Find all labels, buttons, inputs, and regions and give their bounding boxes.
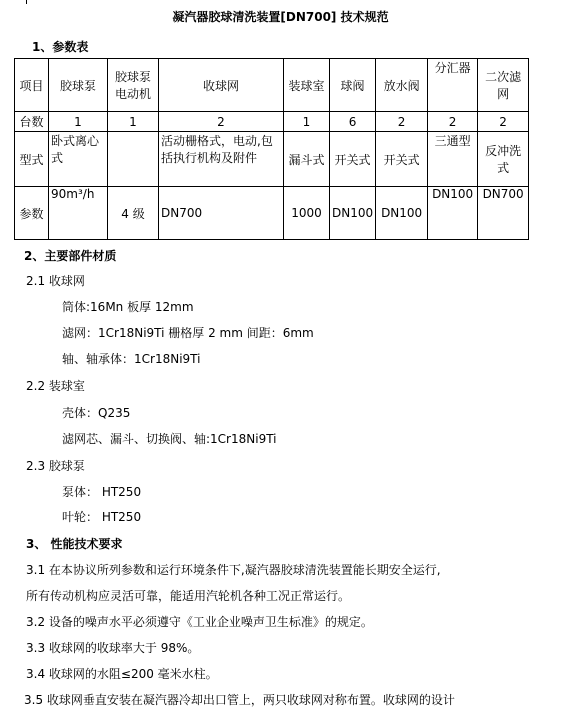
section-2-heading: 2、主要部件材质	[24, 249, 117, 263]
table-cell: 台数	[15, 112, 49, 132]
table-cell: DN100	[428, 187, 478, 240]
table-cell: 开关式	[330, 132, 376, 187]
parameter-table	[14, 58, 529, 240]
table-cell: 球阀	[330, 59, 376, 112]
table-cell: 参数	[15, 187, 49, 240]
section-3-heading: 3、 性能技术要求	[26, 537, 123, 551]
table-cell: 胶球泵	[49, 59, 108, 112]
table-cell: DN100	[376, 187, 428, 240]
table-cell: 放水阀	[376, 59, 428, 112]
paragraph-line: 轴、轴承体：1Cr18Ni9Ti	[62, 352, 201, 366]
paragraph-line: 滤网芯、漏斗、切换阀、轴:1Cr18Ni9Ti	[62, 432, 277, 446]
paragraph-line: 3.2 设备的噪声水平必须遵守《工业企业噪声卫生标准》的规定。	[26, 615, 373, 629]
table-row	[15, 112, 529, 132]
paragraph-line: 泵体： HT250	[62, 485, 142, 499]
table-cell: 1	[284, 112, 330, 132]
subsection-2-2: 2.2 装球室	[26, 379, 85, 393]
table-cell: 装球室	[284, 59, 330, 112]
table-cell: 三通型	[428, 132, 478, 187]
table-cell: DN100	[330, 187, 376, 240]
table-cell: 漏斗式	[284, 132, 330, 187]
table-cell: 2	[478, 112, 529, 132]
subsection-2-3: 2.3 胶球泵	[26, 459, 85, 473]
subsection-2-1: 2.1 收球网	[26, 274, 85, 288]
corner-mark	[26, 0, 27, 4]
table-cell: 1	[49, 112, 108, 132]
table-cell: 6	[330, 112, 376, 132]
table-cell: 活动栅格式，电动,包括执行机构及附件	[159, 132, 284, 187]
table-cell: 开关式	[376, 132, 428, 187]
table-cell: 1	[108, 112, 159, 132]
table-cell: 2	[159, 112, 284, 132]
paragraph-line: 叶轮： HT250	[62, 510, 142, 524]
paragraph-line: 筒体:16Mn 板厚 12mm	[62, 300, 194, 314]
paragraph-line: 3.5 收球网垂直安装在凝汽器冷却出口管上，两只收球网对称布置。收球网的设计	[24, 693, 455, 707]
table-cell: 2	[376, 112, 428, 132]
section-1-heading: 1、参数表	[32, 40, 89, 54]
paragraph-line: 滤网：1Cr18Ni9Ti 栅格厚 2 mm 间距：6mm	[62, 326, 314, 340]
paragraph-line: 所有传动机构应灵活可靠，能适用汽轮机各种工况正常运行。	[26, 589, 351, 603]
table-cell: 90m³/h	[49, 187, 108, 240]
table-cell: 1000	[284, 187, 330, 240]
table-row	[15, 132, 529, 187]
table-header-row	[15, 59, 529, 112]
table-row	[15, 187, 529, 240]
table-cell: 胶球泵电动机	[108, 59, 159, 112]
table-cell: 反冲洗式	[478, 132, 529, 187]
paragraph-line: 壳体：Q235	[62, 406, 131, 420]
paragraph-line: 3.4 收球网的水阻≤200 毫米水柱。	[26, 667, 218, 681]
paragraph-line: 3.1 在本协议所列参数和运行环境条件下,凝汽器胶球清洗装置能长期安全运行,	[26, 563, 441, 577]
table-cell: 2	[428, 112, 478, 132]
table-cell: 二次滤网	[478, 59, 529, 112]
table-cell	[108, 132, 159, 187]
table-cell: 4 级	[108, 187, 159, 240]
table-cell: DN700	[478, 187, 529, 240]
table-cell: 卧式离心式	[49, 132, 108, 187]
table-cell: 收球网	[159, 59, 284, 112]
table-cell: 型式	[15, 132, 49, 187]
paragraph-line: 3.3 收球网的收球率大于 98%。	[26, 641, 200, 655]
document-title: 凝汽器胶球清洗装置[DN700] 技术规范	[172, 10, 389, 24]
table-cell: 分汇器	[428, 59, 478, 112]
table-cell: DN700	[159, 187, 284, 240]
table-cell: 项目	[15, 59, 49, 112]
